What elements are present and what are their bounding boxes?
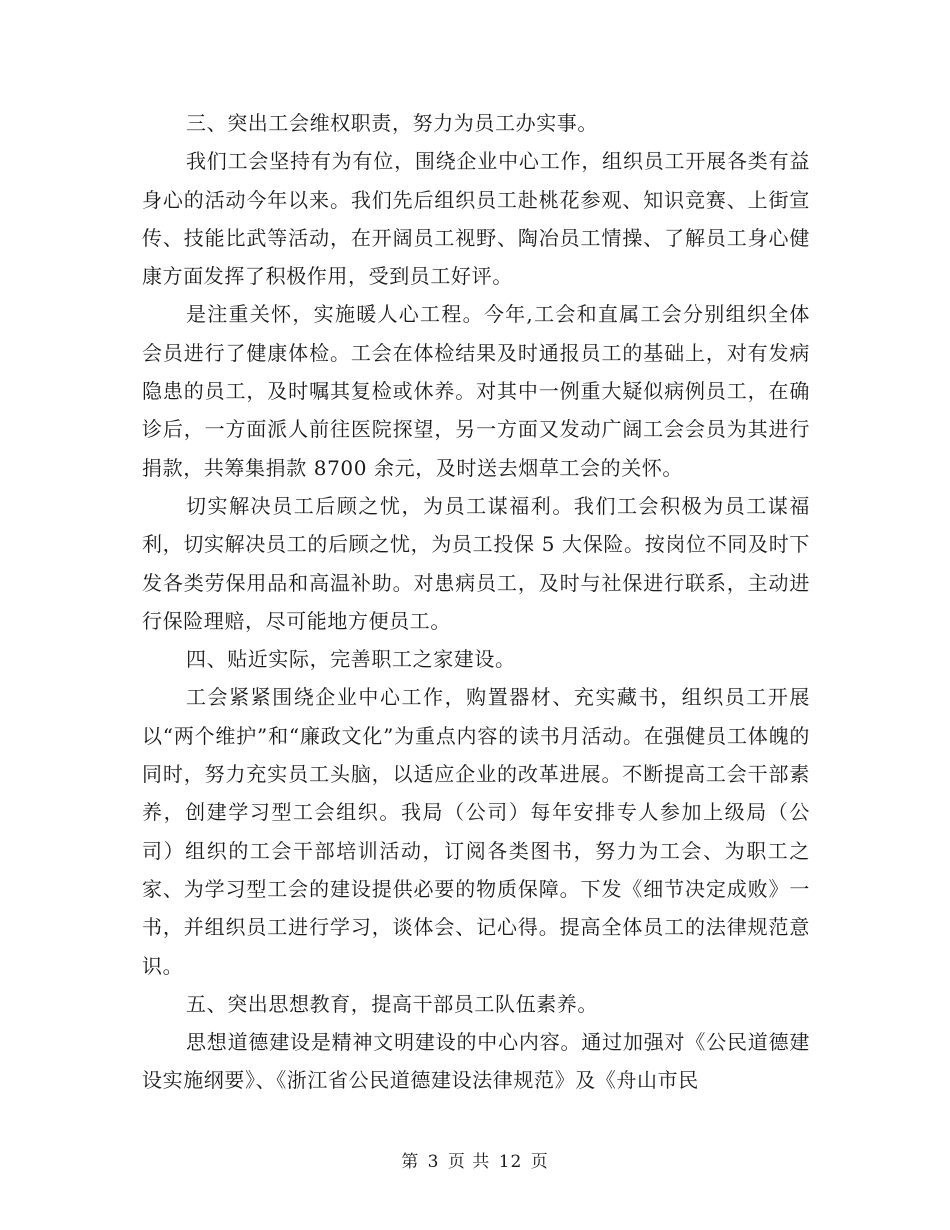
footer-suffix: 页 bbox=[530, 1152, 549, 1172]
page-footer bbox=[0, 1150, 950, 1174]
document-body bbox=[142, 104, 810, 1100]
body-paragraph: 是注重关怀，实施暖人心工程。今年,工会和直属工会分别组织全体会员进行了健康体检。工会在体检结果及时通报员工的基础上，对有发病隐患的员工，及时嘱其复检或休养。对其中一例重大疑似病例员工，在确诊后，一方面派人前往医院探望，另一方面又发动广阔工会会员为其进行捐款，共筹集捐款 8700 余元，及时送去烟草工会的关怀。 bbox=[142, 302, 810, 480]
body-paragraph: 工会紧紧围绕企业中心工作，购置器材、充实藏书，组织员工开展以“两个维护”和“廉政文化”为重点内容的读书月活动。在强健员工体魄的同时，努力充实员工头脑，以适应企业的改革进展。不断提高工会干部素养，创建学习型工会组织。我局（公司）每年安排专人参加上级局（公司）组织的工会干部培训活动，订阅各类图书，努力为工会、为职工之家、为学习型工会的建设提供必要的物质保障。下发《细节决定成败》一书，并组织员工进行学习，谈体会、记心得。提高全体员工的法律规范意识。 bbox=[142, 685, 810, 978]
footer-middle: 页 共 bbox=[447, 1152, 491, 1172]
body-paragraph: 我们工会坚持有为有位，围绕企业中心工作，组织员工开展各类有益身心的活动今年以来。我们先后组织员工赴桃花参观、知识竞赛、上街宣传、技能比武等活动，在开阔员工视野、陶冶员工情操、了解员工身心健康方面发挥了积极作用，受到员工好评。 bbox=[142, 149, 810, 289]
footer-prefix: 第 bbox=[401, 1152, 420, 1172]
section-heading-3: 三、突出工会维权职责，努力为员工办实事。 bbox=[186, 111, 598, 135]
current-page-number: 3 bbox=[427, 1152, 440, 1172]
section-heading-4: 四、贴近实际，完善职工之家建设。 bbox=[186, 647, 516, 672]
total-page-count: 12 bbox=[498, 1152, 523, 1172]
body-paragraph: 切实解决员工后顾之忧，为员工谋福利。我们工会积极为员工谋福利，切实解决员工的后顾之忧，为员工投保 5 大保险。按岗位不同及时下发各类劳保用品和高温补助。对患病员工，及时与社保进行联系，主动进行保险理赔，尽可能地方便员工。 bbox=[142, 493, 810, 633]
section-heading-5: 五、突出思想教育，提高干部员工队伍素养。 bbox=[186, 991, 598, 1016]
body-paragraph: 思想道德建设是精神文明建设的中心内容。通过加强对《公民道德建设实施纲要》、《浙江省公民道德建设法律规范》及《舟山市民 bbox=[142, 1030, 810, 1093]
